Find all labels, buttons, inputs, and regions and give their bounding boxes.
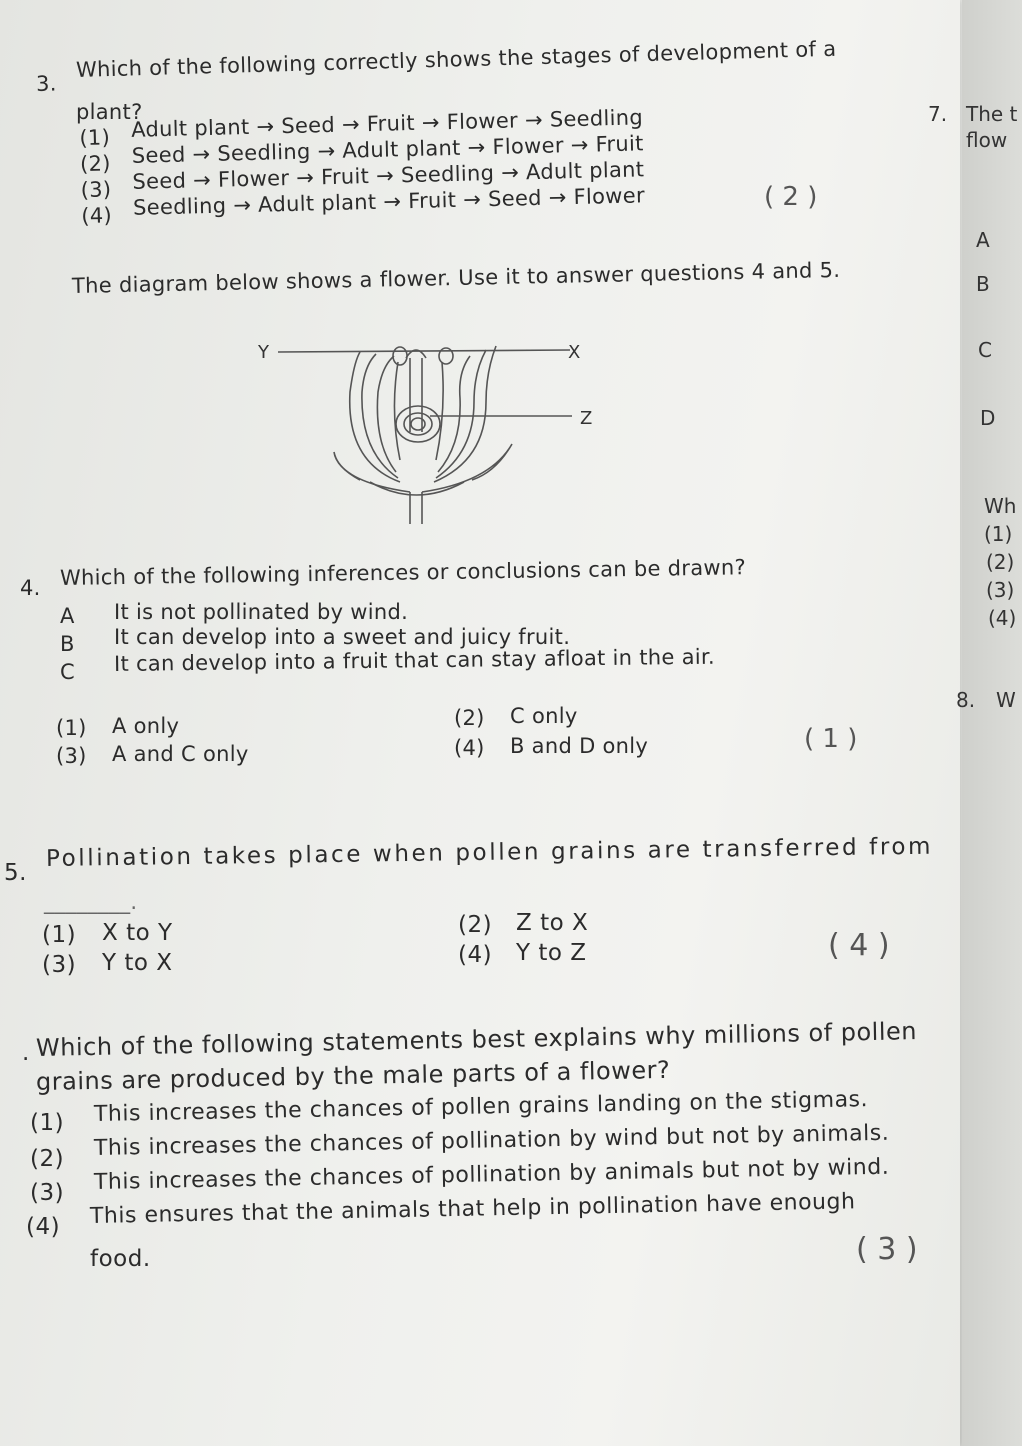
option-text: Z to X: [516, 910, 589, 936]
q5-answer: ( 4 ): [828, 928, 890, 963]
q4-number: 4.: [20, 576, 41, 600]
ovule-inner: [411, 418, 425, 430]
ovary: [396, 406, 440, 442]
label-z: Z: [580, 408, 593, 429]
statement-letter: C: [60, 660, 75, 684]
option-number: (1): [30, 1110, 65, 1136]
option-text: C only: [510, 704, 578, 728]
option-number: (3): [42, 952, 77, 978]
q4-stem: Which of the following inferences or conclusions can be drawn?: [59, 555, 747, 590]
option-text: Adult plant → Seed → Fruit → Flower → Seedling: [130, 105, 644, 142]
side-letter-d: D: [980, 406, 996, 430]
label-x: X: [568, 342, 581, 363]
petal-left-outer: [350, 352, 400, 482]
option-text: This increases the chances of pollen grains landing on the stigmas.: [93, 1087, 869, 1127]
flower-diagram: [250, 332, 610, 532]
ovule-outer: [404, 413, 432, 435]
option-number: (2): [30, 1146, 65, 1172]
q5-number: 5.: [4, 860, 27, 886]
option-number: (3): [56, 744, 87, 768]
petal-right-mid: [436, 350, 486, 478]
q6-stem-line1: Which of the following statements best explains why millions of pollen: [35, 1017, 918, 1062]
side-q7-number: 7.: [928, 102, 948, 126]
side-num-4: (4): [988, 606, 1017, 630]
option-number: (1): [56, 716, 87, 740]
option-number: (1): [42, 922, 77, 948]
petal-left-inner: [377, 356, 396, 472]
sepal-left: [334, 452, 410, 492]
option-number: (3): [80, 177, 112, 203]
option-text-line2: food.: [90, 1246, 151, 1272]
side-q8-number: 8.: [956, 688, 976, 712]
option-number: (1): [79, 125, 111, 151]
option-text: This increases the chances of pollination by animals but not by wind.: [93, 1154, 890, 1195]
side-q7-line2: flow: [966, 128, 1008, 152]
side-letter-a: A: [976, 228, 990, 252]
sepal-right: [422, 444, 512, 492]
option-text: X to Y: [102, 920, 173, 946]
statement-text: It can develop into a fruit that can stay afloat in the air.: [113, 644, 716, 676]
stamen-filament-right: [436, 362, 443, 460]
option-text: Seedling → Adult plant → Fruit → Seed → Flower: [132, 183, 646, 220]
option-text: This ensures that the animals that help in pollination have enough: [89, 1189, 856, 1229]
statement-letter: A: [60, 604, 75, 628]
label-y: Y: [258, 342, 269, 363]
side-num-3: (3): [986, 578, 1015, 602]
option-text: A and C only: [112, 742, 249, 766]
stamen-filament-left: [394, 362, 400, 460]
side-q8-text: W: [996, 688, 1016, 712]
option-text: B and D only: [510, 734, 649, 758]
diagram-intro: The diagram below shows a flower. Use it to answer questions 4 and 5.: [71, 257, 841, 298]
q6-stem-line2: grains are produced by the male parts of a flower?: [35, 1055, 671, 1096]
flower-stalk: [410, 492, 422, 524]
option-text: Seed → Seedling → Adult plant → Flower → Fruit: [131, 131, 644, 168]
option-text: Y to X: [102, 950, 173, 976]
option-number: (4): [454, 736, 485, 760]
option-number: (2): [458, 912, 493, 938]
anther-left: [393, 347, 407, 365]
side-q7-text: The t: [966, 102, 1018, 126]
option-text: This increases the chances of pollination by wind but not by animals.: [93, 1120, 890, 1161]
side-letter-b: B: [976, 272, 990, 296]
q3-stem-line2: plant?: [76, 100, 143, 124]
receptacle: [370, 482, 464, 495]
option-text: Y to Z: [516, 940, 587, 966]
q3-answer: ( 2 ): [764, 182, 818, 212]
option-number: (2): [454, 706, 485, 730]
option-number: (2): [79, 151, 111, 177]
statement-text: It is not pollinated by wind.: [114, 600, 409, 624]
side-wh: Wh: [984, 494, 1017, 518]
statement-letter: B: [60, 632, 75, 656]
q4-answer: ( 1 ): [804, 724, 858, 754]
q6-number: .: [22, 1040, 30, 1066]
q3-number: 3.: [35, 71, 57, 96]
q5-stem: Pollination takes place when pollen grains are transferred from: [45, 833, 934, 872]
option-text: Seed → Flower → Fruit → Seedling → Adult plant: [132, 157, 645, 194]
side-num-2: (2): [986, 550, 1015, 574]
label-line-y-x: [278, 350, 570, 352]
next-page-edge: [962, 0, 1022, 1446]
petal-right-outer: [434, 346, 496, 482]
statement-text: It can develop into a sweet and juicy fruit.: [114, 625, 571, 649]
q6-answer: ( 3 ): [856, 1232, 918, 1267]
option-number: (4): [26, 1214, 61, 1240]
option-number: (4): [458, 942, 493, 968]
q5-blank: ________.: [44, 890, 138, 914]
side-letter-c: C: [978, 338, 992, 362]
option-number: (3): [30, 1180, 65, 1206]
q3-stem-line1: Which of the following correctly shows the stages of development of a: [75, 36, 837, 82]
option-text: A only: [112, 714, 180, 738]
option-number: (4): [81, 203, 113, 229]
side-num-1: (1): [984, 522, 1013, 546]
